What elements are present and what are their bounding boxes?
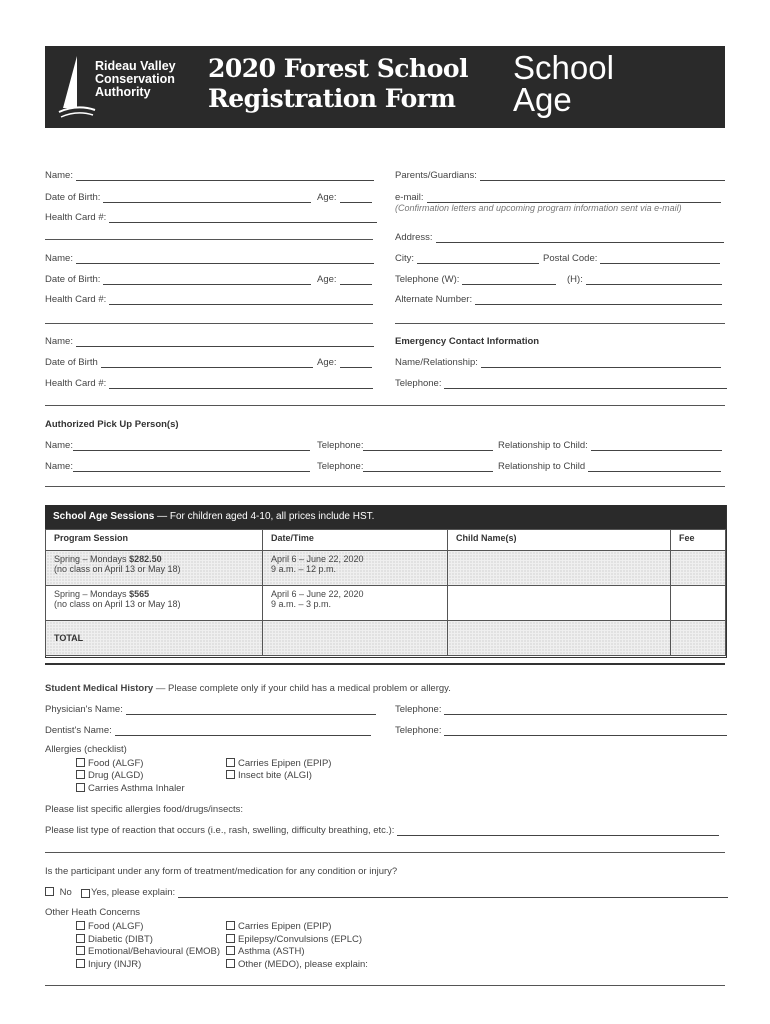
label: Food (ALGF) bbox=[88, 921, 144, 932]
label: Name: bbox=[45, 253, 73, 264]
other-asthma-checkbox[interactable] bbox=[226, 946, 305, 957]
header-cell: Fee bbox=[671, 530, 726, 551]
allergy-epipen-checkbox[interactable] bbox=[226, 758, 331, 769]
label: Dentist's Name: bbox=[45, 725, 112, 736]
email-field[interactable] bbox=[395, 192, 721, 203]
other-concerns-heading: Other Heath Concerns bbox=[45, 907, 141, 918]
session-price: $565 bbox=[129, 589, 150, 599]
label: Address: bbox=[395, 232, 433, 243]
org-line-1: Rideau Valley bbox=[95, 59, 176, 73]
label: Age: bbox=[317, 274, 337, 285]
pickup2-rel-field[interactable] bbox=[498, 461, 721, 472]
pickup2-tel-field[interactable] bbox=[317, 461, 493, 472]
date-cell bbox=[263, 586, 448, 621]
divider bbox=[45, 323, 373, 324]
session-note: (no class on April 13 or May 18) bbox=[54, 599, 181, 609]
pickup1-tel-field[interactable] bbox=[317, 440, 493, 451]
medical-subtitle: — Please complete only if your child has a medical problem or allergy. bbox=[155, 683, 451, 694]
other-injury-checkbox[interactable] bbox=[76, 959, 141, 970]
session-date: April 6 – June 22, 2020 bbox=[271, 554, 364, 564]
reaction-field[interactable] bbox=[45, 825, 719, 836]
label: Name: bbox=[45, 170, 73, 181]
title-line-1: 2020 Forest School bbox=[208, 54, 469, 83]
label: Other (MEDO), please explain: bbox=[238, 959, 368, 970]
session-note: (no class on April 13 or May 18) bbox=[54, 564, 181, 574]
divider bbox=[45, 985, 725, 986]
divider bbox=[45, 852, 725, 853]
label: City: bbox=[395, 253, 414, 264]
child2-age-field[interactable] bbox=[317, 274, 372, 285]
physician-field[interactable] bbox=[45, 704, 376, 715]
label: Telephone: bbox=[317, 440, 364, 451]
header-cell: Program Session bbox=[46, 530, 263, 551]
physician-tel-field[interactable] bbox=[395, 704, 727, 715]
total-fee-cell[interactable] bbox=[671, 621, 726, 656]
child-name-cell[interactable] bbox=[448, 586, 671, 621]
total-row bbox=[46, 621, 726, 656]
label: Parents/Guardians: bbox=[395, 170, 477, 181]
child2-name-field[interactable] bbox=[45, 253, 374, 264]
tel-home-field[interactable] bbox=[567, 274, 722, 285]
label: Telephone: bbox=[317, 461, 364, 472]
treatment-yes-field[interactable] bbox=[81, 887, 728, 898]
label: Name: bbox=[45, 461, 73, 472]
label: Health Card #: bbox=[45, 378, 107, 389]
label: Diabetic (DIBT) bbox=[88, 934, 153, 945]
label: Emotional/Behavioural (EMOB) bbox=[88, 946, 220, 957]
child-name-cell[interactable] bbox=[448, 551, 671, 586]
org-line-2: Conservation bbox=[95, 72, 175, 86]
label: Physician's Name: bbox=[45, 704, 123, 715]
other-epipen-checkbox[interactable] bbox=[226, 921, 331, 932]
treatment-question: Is the participant under any form of treatment/medication for any condition or injury? bbox=[45, 866, 398, 877]
allergy-drug-checkbox[interactable] bbox=[76, 770, 143, 781]
medical-title: Student Medical History bbox=[45, 683, 154, 694]
label: Epilepsy/Convulsions (EPLC) bbox=[238, 934, 363, 945]
sail-logo-icon bbox=[57, 52, 97, 122]
label: Please list type of reaction that occurs (i.e., rash, swelling, difficulty breathing, etc.): bbox=[45, 825, 395, 836]
child3-name-field[interactable] bbox=[45, 336, 374, 347]
label: Age: bbox=[317, 192, 337, 203]
allergy-inhaler-checkbox[interactable] bbox=[76, 783, 185, 794]
label: Carries Epipen (EPIP) bbox=[238, 758, 332, 769]
label: Health Card #: bbox=[45, 294, 107, 305]
total-cell bbox=[448, 621, 671, 656]
label: Drug (ALGD) bbox=[88, 770, 144, 781]
postal-field[interactable] bbox=[543, 253, 720, 264]
dentist-tel-field[interactable] bbox=[395, 725, 727, 736]
form-title bbox=[208, 54, 468, 114]
label: Age: bbox=[317, 357, 337, 368]
table-header bbox=[46, 530, 726, 551]
label: Telephone: bbox=[395, 725, 442, 736]
divider bbox=[45, 663, 725, 665]
table-row bbox=[46, 586, 726, 621]
divider bbox=[45, 239, 373, 240]
total-cell bbox=[263, 621, 448, 656]
rvca-logo bbox=[57, 52, 217, 122]
sessions-bar bbox=[45, 505, 726, 529]
session-time: 9 a.m. – 3 p.m. bbox=[271, 599, 332, 609]
label: Telephone: bbox=[395, 378, 442, 389]
label: Yes, please explain: bbox=[91, 887, 176, 898]
emergency-name-field[interactable] bbox=[395, 357, 721, 368]
session-price: $282.50 bbox=[129, 554, 162, 564]
parents-field[interactable] bbox=[395, 170, 725, 181]
fee-cell[interactable] bbox=[671, 586, 726, 621]
allergy-food-checkbox[interactable] bbox=[76, 758, 143, 769]
fee-cell[interactable] bbox=[671, 551, 726, 586]
header-cell: Date/Time bbox=[263, 530, 448, 551]
header-banner bbox=[45, 46, 725, 128]
label: Telephone (W): bbox=[395, 274, 460, 285]
child2-dob-field[interactable] bbox=[45, 274, 311, 285]
label: (H): bbox=[567, 274, 583, 285]
allergy-insect-checkbox[interactable] bbox=[226, 770, 312, 781]
sessions-title: School Age Sessions bbox=[53, 511, 155, 522]
org-name bbox=[95, 60, 176, 99]
child1-age-field[interactable] bbox=[317, 192, 372, 203]
pickup-heading: Authorized Pick Up Person(s) bbox=[45, 419, 179, 430]
divider bbox=[45, 486, 725, 487]
divider bbox=[45, 405, 725, 406]
label: Insect bite (ALGI) bbox=[238, 770, 312, 781]
other-diabetic-checkbox[interactable] bbox=[76, 934, 153, 945]
label: Date of Birth: bbox=[45, 192, 101, 203]
session-date: April 6 – June 22, 2020 bbox=[271, 589, 364, 599]
sessions-table bbox=[45, 529, 726, 656]
label: Relationship to Child: bbox=[498, 440, 588, 451]
label: Name/Relationship: bbox=[395, 357, 478, 368]
other-food-checkbox[interactable] bbox=[76, 921, 143, 932]
pickup1-name-field[interactable] bbox=[45, 440, 310, 451]
title-line-2: Registration Form bbox=[208, 84, 456, 113]
emergency-heading: Emergency Contact Information bbox=[395, 336, 540, 347]
label: Relationship to Child bbox=[498, 461, 586, 472]
treatment-no-checkbox[interactable] bbox=[45, 887, 72, 898]
pickup2-name-field[interactable] bbox=[45, 461, 310, 472]
label: Telephone: bbox=[395, 704, 442, 715]
child3-health-field[interactable] bbox=[45, 378, 373, 389]
org-line-3: Authority bbox=[95, 85, 151, 99]
divider bbox=[395, 323, 725, 324]
other-medo-checkbox[interactable] bbox=[226, 959, 368, 970]
allergies-heading: Allergies (checklist) bbox=[45, 744, 127, 755]
total-label: TOTAL bbox=[46, 621, 263, 656]
dentist-field[interactable] bbox=[45, 725, 371, 736]
other-epilepsy-checkbox[interactable] bbox=[226, 934, 362, 945]
big-line-2: Age bbox=[513, 81, 572, 118]
alt-number-field[interactable] bbox=[395, 294, 722, 305]
session-name: Spring – Mondays bbox=[54, 554, 127, 564]
address-field[interactable] bbox=[395, 232, 724, 243]
session-cell bbox=[46, 586, 263, 621]
emergency-tel-field[interactable] bbox=[395, 378, 727, 389]
label: Carries Epipen (EPIP) bbox=[238, 921, 332, 932]
tel-work-field[interactable] bbox=[395, 274, 556, 285]
pickup1-rel-field[interactable] bbox=[498, 440, 722, 451]
label: Injury (INJR) bbox=[88, 959, 142, 970]
child1-name-field[interactable] bbox=[45, 170, 374, 181]
label: Date of Birth: bbox=[45, 274, 101, 285]
child1-dob-field[interactable] bbox=[45, 192, 311, 203]
label: Health Card #: bbox=[45, 212, 107, 223]
label: Postal Code: bbox=[543, 253, 598, 264]
child1-health-field[interactable] bbox=[45, 212, 377, 223]
table-row bbox=[46, 551, 726, 586]
list-allergies-label: Please list specific allergies food/drugs/insects: bbox=[45, 804, 244, 815]
child3-dob-field[interactable] bbox=[45, 357, 313, 368]
other-emotional-checkbox[interactable] bbox=[76, 946, 220, 957]
label: Name: bbox=[45, 336, 73, 347]
label: e-mail: bbox=[395, 192, 424, 203]
session-name: Spring – Mondays bbox=[54, 589, 127, 599]
label: Date of Birth bbox=[45, 357, 98, 368]
label: Carries Asthma Inhaler bbox=[88, 783, 185, 794]
child2-health-field[interactable] bbox=[45, 294, 373, 305]
label: No bbox=[59, 887, 72, 898]
label: Food (ALGF) bbox=[88, 758, 144, 769]
child3-age-field[interactable] bbox=[317, 357, 372, 368]
medical-heading bbox=[45, 683, 451, 694]
header-cell: Child Name(s) bbox=[448, 530, 671, 551]
label: Name: bbox=[45, 440, 73, 451]
sessions-subtitle: — For children aged 4-10, all prices include HST. bbox=[157, 511, 375, 522]
label: Alternate Number: bbox=[395, 294, 473, 305]
city-field[interactable] bbox=[395, 253, 539, 264]
session-time: 9 a.m. – 12 p.m. bbox=[271, 564, 337, 574]
school-age-label bbox=[513, 49, 614, 118]
email-note: (Confirmation letters and upcoming program information sent via e-mail) bbox=[395, 203, 682, 213]
date-cell bbox=[263, 551, 448, 586]
big-line-1: School bbox=[513, 49, 614, 86]
session-cell bbox=[46, 551, 263, 586]
label: Asthma (ASTH) bbox=[238, 946, 305, 957]
